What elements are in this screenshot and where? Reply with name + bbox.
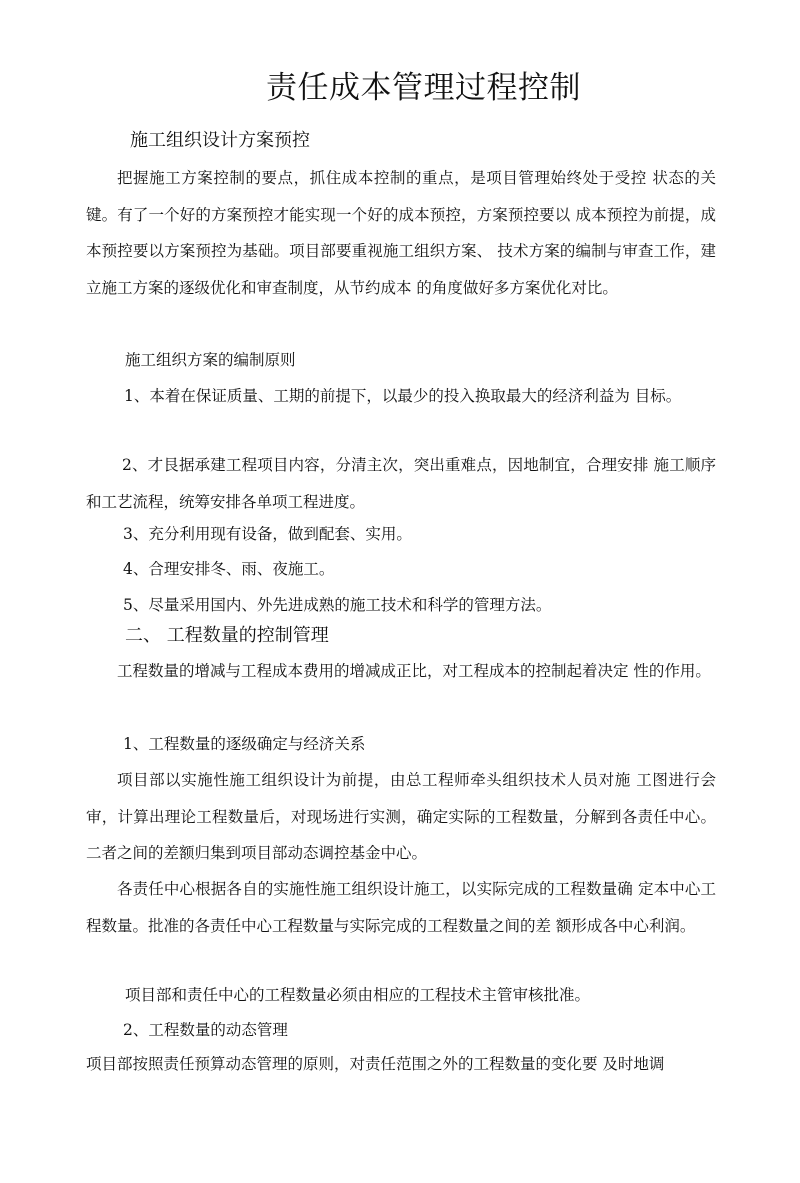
paragraph-quantity-cost: 工程数量的增减与工程成本费用的增减成正比，对工程成本的控制起着决定 性的作用。 bbox=[117, 662, 711, 680]
subheading-quantity-determination: 1、工程数量的逐级确定与经济关系 bbox=[123, 735, 366, 753]
section-heading-scheme-precontrol: 施工组织设计方案预控 bbox=[130, 130, 310, 151]
principle-item-5: 5、尽量采用国内、外先进成熟的施工技术和科学的管理方法。 bbox=[123, 596, 552, 614]
principle-item-2: 2、才艮据承建工程项目内容，分清主次，突出重难点，因地制宜，合理安排 施工顺序和工艺流程，统筹安排各单项工程进度。 bbox=[86, 456, 716, 511]
paragraph-project-department: 项目部以实施性施工组织设计为前提，由总工程师牵头组织技术人员对施 工图进行会审，计算出理论工程数量后，对现场进行实测，确定实际的工程数量，分解到各责任中心。二者之间的差额归集到项目部动态调控基金中心。 bbox=[86, 771, 716, 862]
principle-item-3: 3、充分利用现有设备，做到配套、实用。 bbox=[123, 525, 412, 543]
paragraph-responsibility-centers: 各责任中心根据各自的实施性施工组织设计施工，以实际完成的工程数量确 定本中心工程数量。批准的各责任中心工程数量与实际完成的工程数量之间的差 额形成各中心利润。 bbox=[86, 880, 716, 935]
subheading-compilation-principles: 施工组织方案的编制原则 bbox=[125, 351, 296, 369]
paragraph-approval: 项目部和责任中心的工程数量必须由相应的工程技术主管审核批准。 bbox=[125, 986, 591, 1004]
paragraph-dynamic-management: 项目部按照责任预算动态管理的原则，对责任范围之外的工程数量的变化要 及时地调 bbox=[86, 1055, 665, 1073]
document-title: 责任成本管理过程控制 bbox=[266, 70, 581, 106]
paragraph-scheme-control: 把握施工方案控制的要点，抓住成本控制的重点，是项目管理始终处于受控 状态的关键。有了一个好的方案预控才能实现一个好的成本预控，方案预控要以 成本预控为前提，成本预控要以方案预控为基础。项目部要重视施工组织方案、 技术方案的编制与审查工作，建立施工方案的逐级优化和审查制度，从节约成本 的角度做好多方案优化对比。 bbox=[86, 169, 716, 297]
principle-item-1: 1、本着在保证质量、工期的前提下，以最少的投入换取最大的经济利益为 目标。 bbox=[124, 387, 682, 405]
subheading-dynamic-management: 2、工程数量的动态管理 bbox=[123, 1021, 288, 1039]
principle-item-4: 4、合理安排冬、雨、夜施工。 bbox=[123, 560, 335, 578]
section-heading-quantity-control: 二、 工程数量的控制管理 bbox=[125, 625, 329, 646]
